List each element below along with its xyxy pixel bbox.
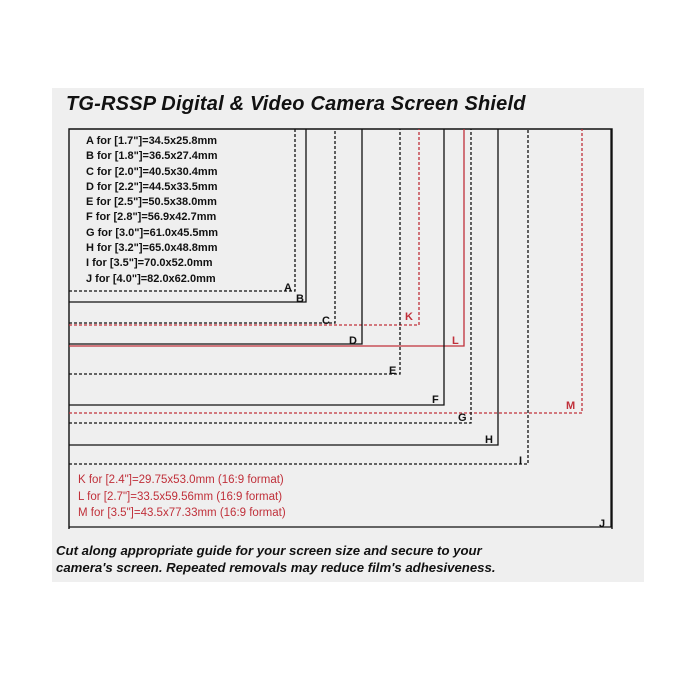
spec-line-b: B for [1.8"]=36.5x27.4mm [86,150,218,163]
spec-list-16x9 [78,472,286,522]
instructions [56,543,496,576]
spec-line-e: E for [2.5"]=50.5x38.0mm [86,196,217,209]
spec-list-4x3 [86,134,218,287]
spec-line-k: K for [2.4"]=29.75x53.0mm (16:9 format) [78,474,284,486]
guide-label-c: C [322,315,330,327]
guide-label-g: G [458,412,467,424]
spec-line-c: C for [2.0"]=40.5x30.4mm [86,165,218,178]
guide-label-d: D [349,335,357,347]
guide-label-m: M [566,400,576,412]
spec-line-l: L for [2.7"]=33.5x59.56mm (16:9 format) [78,490,283,503]
spec-line-g: G for [3.0"]=61.0x45.5mm [86,226,219,239]
instructions-line-1: Cut along appropriate guide for your screen size and secure to your [56,543,482,558]
page-title: TG-RSSP Digital & Video Camera Screen Shield [66,93,526,115]
spec-line-d: D for [2.2"]=44.5x33.5mm [86,180,218,193]
instructions-line-2: camera's screen. Repeated removals may reduce film's adhesiveness. [56,559,496,575]
guide-label-i: I [519,455,523,467]
guide-label-f: F [432,394,439,406]
spec-line-h: H for [3.2"]=65.0x48.8mm [86,242,218,255]
guide-label-l: L [452,335,459,347]
guide-label-j: J [599,518,606,530]
guide-label-h: H [485,434,493,446]
spec-line-f: F for [2.8"]=56.9x42.7mm [86,211,217,224]
guide-label-b: B [296,293,304,305]
spec-line-i: I for [3.5"]=70.0x52.0mm [86,257,213,270]
spec-line-a: A for [1.7"]=34.5x25.8mm [86,135,218,147]
spec-line-m: M for [3.5"]=43.5x77.33mm (16:9 format) [78,507,286,519]
guide-label-a: A [284,282,292,294]
spec-line-j: J for [4.0"]=82.0x62.0mm [86,272,216,285]
guide-label-e: E [389,365,397,377]
guide-label-k: K [405,311,413,323]
